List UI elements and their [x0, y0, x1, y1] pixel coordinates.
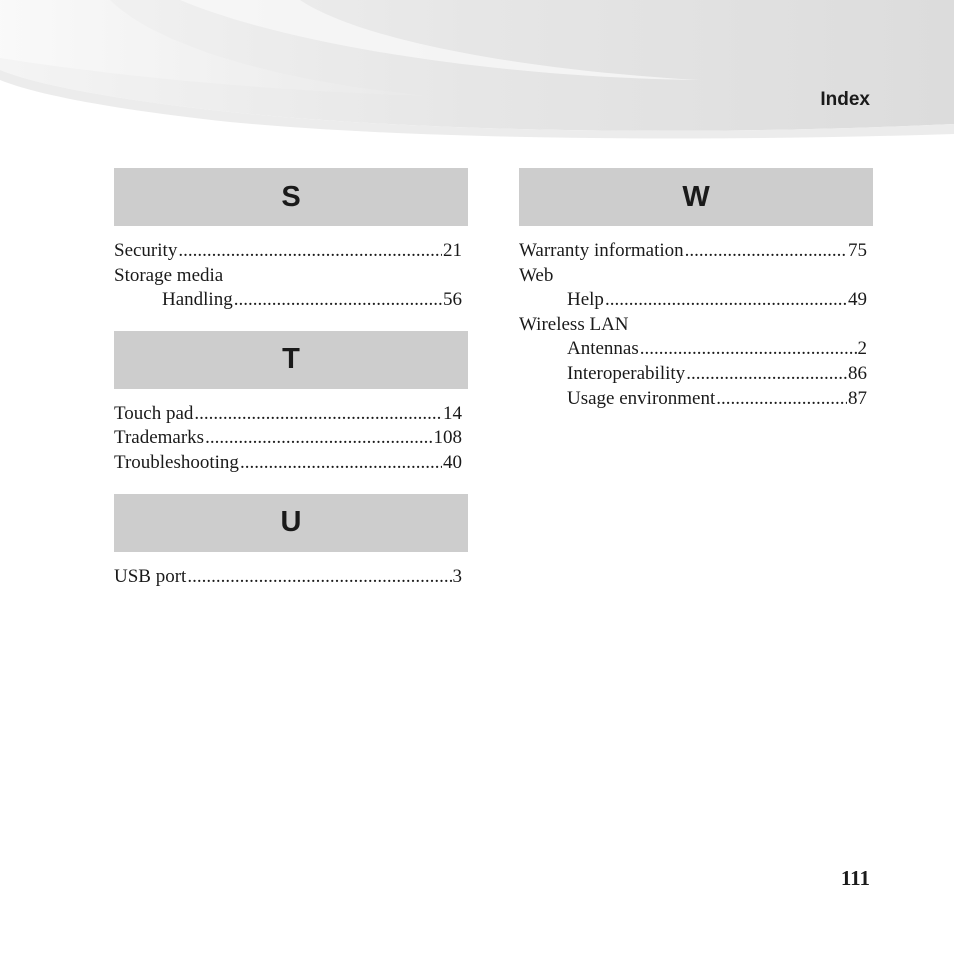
dot-leader — [686, 362, 847, 387]
index-entry — [519, 239, 867, 264]
dot-leader — [685, 239, 847, 264]
index-entry — [519, 264, 867, 289]
entry-label: Help — [567, 289, 604, 311]
index-section — [519, 168, 873, 411]
entry-label: Security — [114, 240, 178, 261]
index-entry-list — [114, 565, 462, 590]
entry-label: Web — [519, 264, 554, 286]
entry-label: Handling — [162, 289, 233, 311]
index-entry-list — [114, 402, 462, 476]
dot-leader — [194, 402, 442, 427]
entry-label: Warranty information — [519, 240, 684, 261]
index-entry — [114, 239, 462, 264]
index-subentry — [519, 362, 867, 387]
index-entry — [519, 313, 867, 338]
section-letter-heading: U — [114, 494, 468, 552]
index-section — [114, 331, 468, 476]
entry-label: Storage media — [114, 264, 224, 286]
entry-label: Interoperability — [567, 362, 686, 384]
section-letter-heading: W — [519, 168, 873, 226]
entry-page-number: 2 — [857, 338, 867, 360]
index-section — [114, 494, 468, 590]
entry-label: Troubleshooting — [114, 451, 239, 473]
dot-leader — [234, 288, 442, 313]
section-letter-heading: S — [114, 168, 468, 226]
entry-page-number: 40 — [443, 451, 462, 473]
dot-leader — [605, 288, 847, 313]
index-entry-list — [519, 239, 867, 411]
entry-page-number: 87 — [848, 387, 867, 409]
index-subentry — [519, 337, 867, 362]
dot-leader — [240, 451, 442, 476]
entry-page-number: 108 — [433, 427, 462, 449]
entry-page-number: 75 — [848, 240, 867, 261]
entry-page-number: 3 — [452, 565, 462, 587]
index-entry — [114, 402, 462, 427]
entry-label: Antennas — [567, 338, 639, 360]
dot-leader — [716, 387, 847, 412]
entry-label: Trademarks — [114, 427, 205, 449]
entry-page-number: 21 — [443, 240, 462, 261]
dot-leader — [640, 337, 857, 362]
entry-page-number: 86 — [848, 362, 867, 384]
entry-page-number: 14 — [443, 402, 462, 424]
running-header-title: Index — [820, 89, 870, 110]
index-entry-list — [114, 239, 462, 313]
header-swoosh-decoration — [0, 0, 954, 140]
index-entry — [114, 426, 462, 451]
index-right-column — [519, 168, 873, 429]
index-entry — [114, 264, 462, 289]
entry-page-number: 56 — [443, 289, 462, 311]
section-letter-heading: T — [114, 331, 468, 389]
entry-label: Wireless LAN — [519, 313, 629, 335]
index-subentry — [114, 288, 462, 313]
entry-label: Usage environment — [567, 387, 716, 409]
index-entry — [114, 565, 462, 590]
index-entry — [114, 451, 462, 476]
index-section — [114, 168, 468, 313]
index-left-column — [114, 168, 468, 607]
index-subentry — [519, 288, 867, 313]
dot-leader — [187, 565, 451, 590]
entry-label: Touch pad — [114, 402, 194, 424]
page-number: 111 — [840, 866, 870, 890]
dot-leader — [178, 239, 442, 264]
index-subentry — [519, 387, 867, 412]
entry-label: USB port — [114, 565, 187, 587]
entry-page-number: 49 — [848, 289, 867, 311]
dot-leader — [205, 426, 432, 451]
